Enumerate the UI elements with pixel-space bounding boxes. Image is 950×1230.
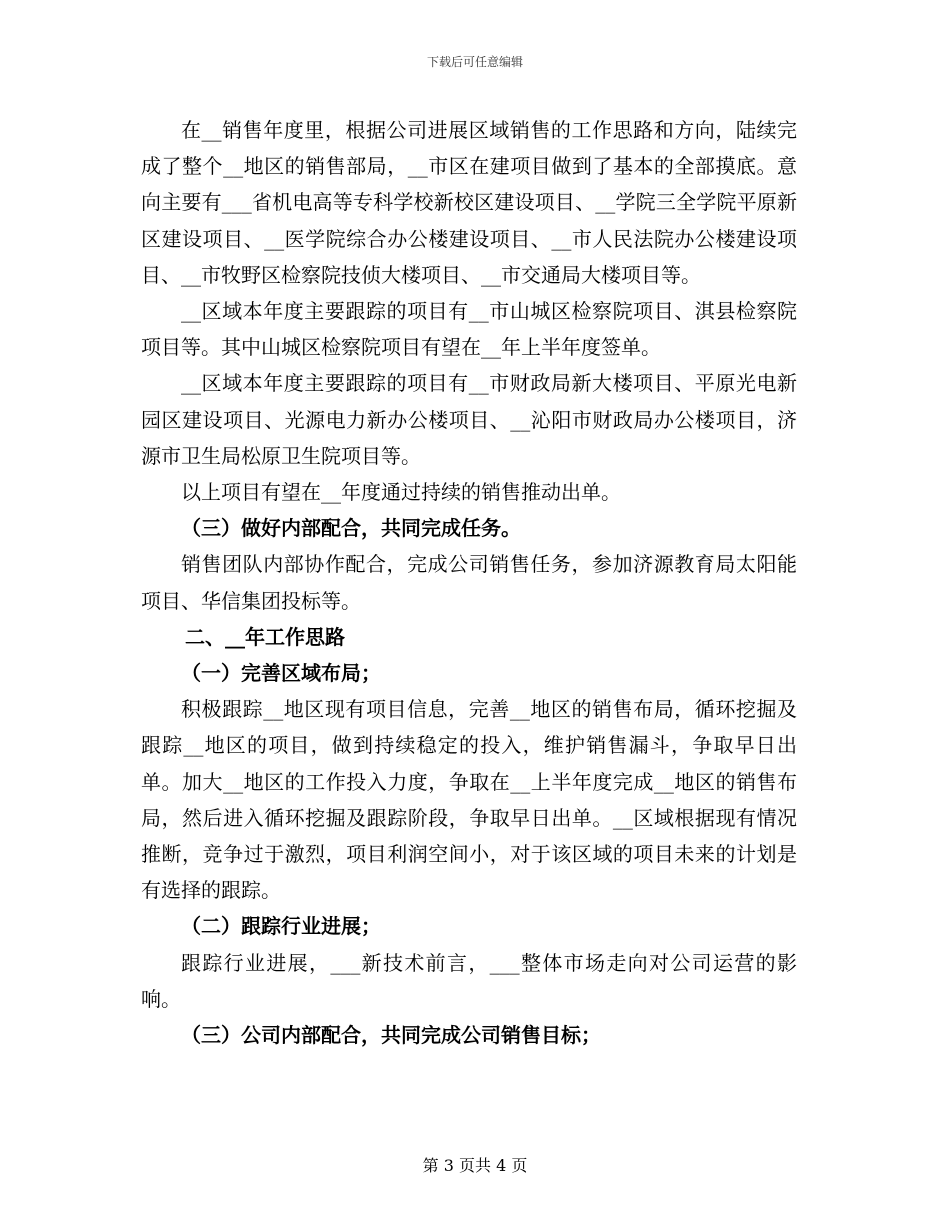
page-header: 下载后可任意编辑 [426,55,523,69]
paragraph-region-tracking-2: __区域本年度主要跟踪的项目有__市财政局新大楼项目、平原光电新园区建设项目、光源电力新办公楼项目、__沁阳市财政局办公楼项目，济源市卫生局松原卫生院项目等。 [141,371,797,468]
heading-improve-layout: （一）完善区域布局； [181,661,381,686]
paragraph-expected-orders: 以上项目有望在__年度通过持续的销售推动出单。 [181,480,621,505]
heading-internal-cooperation: （三）做好内部配合，共同完成任务。 [181,516,521,541]
paragraph-team-cooperation: 销售团队内部协作配合，完成公司销售任务，参加济源教育局太阳能项目、华信集团投标等。 [141,552,797,613]
page-number: 第 3 页共 4 页 [422,1156,528,1175]
document-body [141,112,797,1053]
heading-track-industry: （二）跟踪行业进展； [181,914,381,939]
paragraph-improve-layout: 积极跟踪__地区现有项目信息，完善__地区的销售布局，循环挖掘及跟踪__地区的项目，做到持续稳定的投入，维护销售漏斗，争取早日出单。加大__地区的工作投入力度，争取在__上半年度完成__地区的销售布局，然后进入循环挖掘及跟踪阶段，争取早日出单。__区域根据现有情况推断，竞争过于激烈，项目利润空间小，对于该区域的项目未来的计划是有选择的跟踪。 [141,697,797,903]
paragraph-region-tracking-1: __区域本年度主要跟踪的项目有__市山城区检察院项目、淇县检察院项目等。其中山城区检察院项目有望在__年上半年度签单。 [141,299,797,360]
heading-work-plan: 二、__年工作思路 [185,624,345,649]
paragraph-sales-year-review: 在__销售年度里，根据公司进展区域销售的工作思路和方向，陆续完成了整个__地区的销售部局，__市区在建项目做到了基本的全部摸底。意向主要有___省机电高等专科学校新校区建设项目、__学院三全学院平原新区建设项目、__医学院综合办公楼建设项目、__市人民法院办公楼建设项目、__市牧野区检察院技侦大楼项目、__市交通局大楼项目等。 [141,118,797,287]
heading-company-cooperation: （三）公司内部配合，共同完成公司销售目标； [181,1023,601,1048]
paragraph-track-industry: 跟踪行业进展，___新技术前言，___整体市场走向对公司运营的影响。 [141,950,797,1011]
